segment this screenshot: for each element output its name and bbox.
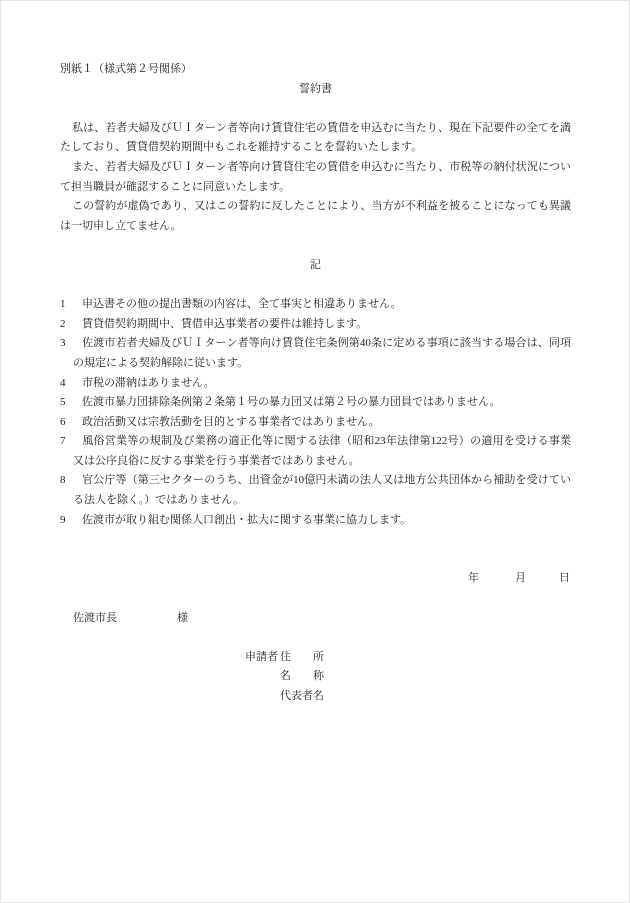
paragraph-3: この誓約が虚偽であり、又はこの誓約に反したことにより、当方が不利益を被ることになっても異議は一切申し立てません。: [60, 200, 571, 232]
list-item: [60, 315, 571, 335]
item-text: 市税の滞納はありません。: [82, 376, 215, 389]
paragraph-1: 私は、若者夫婦及びＵＩターン者等向け賃貸住宅の賃借を申込むに当たり、現在下記要件の全てを満たしており、賃貸借契約期間中もこれを維持することを誓約いたします。: [60, 121, 571, 154]
item-number: 4: [60, 376, 66, 389]
item-text: 賃貸借契約期間中、賃借申込事業者の要件は維持します。: [82, 317, 368, 330]
applicant-row: [245, 687, 571, 707]
recipient-honorific: 様: [177, 611, 188, 624]
item-number: 1: [60, 298, 66, 311]
pledge-body: [60, 119, 571, 237]
item-number: 2: [60, 317, 66, 330]
list-item: [60, 413, 571, 433]
item-number: 7: [60, 435, 66, 448]
list-item: [60, 334, 571, 373]
applicant-block: [245, 648, 571, 707]
item-number: 9: [60, 513, 66, 526]
recipient-line: [60, 609, 571, 629]
list-item: [60, 295, 571, 315]
year-label: 年: [468, 572, 479, 585]
date-line: [60, 569, 571, 589]
applicant-row: [245, 667, 571, 687]
item-number: 3: [60, 337, 66, 350]
applicant-label-spacer: [245, 667, 280, 687]
item-text: 佐渡市若者夫婦及びＵＩターン者等向け賃貸住宅条例第40条に定める事項に該当する場合は、同項の規定による契約解除に従います。: [73, 337, 571, 369]
list-item: [60, 393, 571, 413]
paragraph-2: また、若者夫婦及びＵＩターン者等向け賃貸住宅の賃借を申込むに当たり、市税等の納付状況について担当職員が確認することに同意いたします。: [60, 160, 571, 193]
month-label: 月: [515, 572, 526, 585]
applicant-field-representative: 代表者名: [280, 690, 324, 702]
attachment-label: 別紙１（様式第２号関係）: [60, 63, 192, 75]
applicant-label: 申請者: [245, 650, 278, 663]
recipient-name: 佐渡市長: [73, 611, 117, 624]
section-marker: 記: [310, 258, 321, 271]
list-item: [60, 432, 571, 471]
item-text: 佐渡市暴力団排除条例第２条第１号の暴力団又は第２号の暴力団員ではありません。: [82, 396, 501, 409]
item-text: 風俗営業等の規制及び業務の適正化等に関する法律（昭和23年法律第122号）の適用を受ける事業又は公序良俗に反する事業を行う事業者ではありません。: [73, 435, 571, 467]
item-number: 5: [60, 396, 66, 409]
applicant-label-spacer: [245, 687, 280, 707]
item-number: 6: [60, 415, 66, 428]
list-item: [60, 511, 571, 531]
list-item: [60, 374, 571, 394]
applicant-field-name: 名 称: [280, 670, 324, 683]
item-text: 申込書その他の提出書類の内容は、全て事実と相違ありません。: [82, 298, 402, 311]
applicant-field-address: 住 所: [280, 650, 324, 663]
item-text: 佐渡市が取り組む関係人口創出・拡大に関する事業に協力します。: [82, 513, 412, 526]
day-label: 日: [559, 572, 570, 585]
document-title: 誓約書: [299, 82, 332, 95]
list-item: [60, 471, 571, 510]
pledge-item-list: [60, 295, 571, 530]
item-number: 8: [60, 474, 66, 487]
item-text: 政治活動又は宗教活動を目的とする事業者ではありません。: [82, 415, 380, 428]
applicant-row: [245, 648, 571, 668]
item-text: 官公庁等（第三セクターのうち、出資金が10億円未満の法人又は地方公共団体から補助を受けている法人を除く。）ではありません。: [73, 474, 571, 507]
